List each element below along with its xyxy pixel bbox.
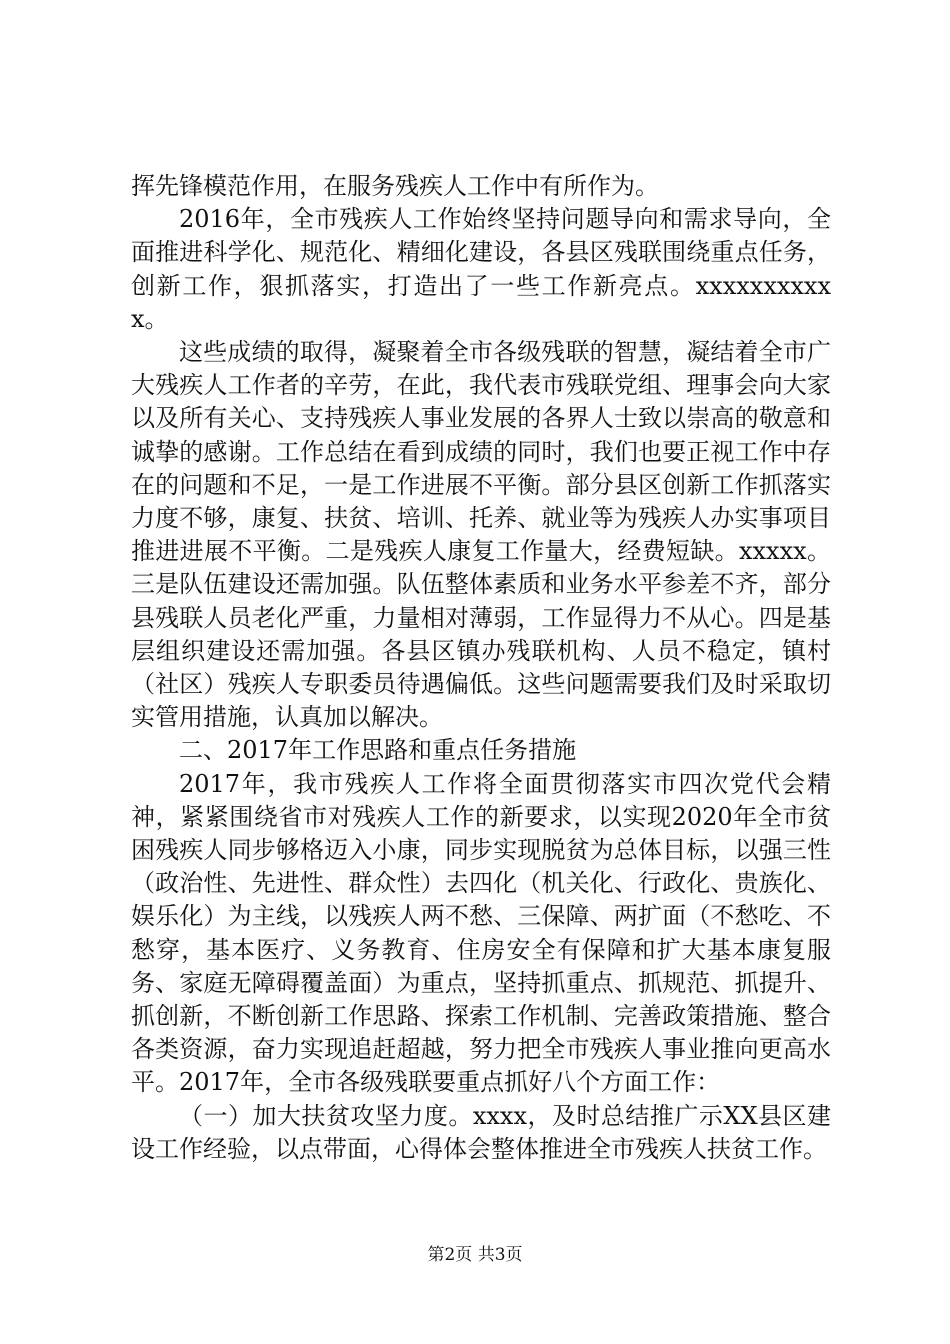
document-body xyxy=(131,170,831,1166)
paragraph-2017-plan: 2017年，我市残疾人工作将全面贯彻落实市四次党代会精神，紧紧围绕省市对残疾人工作的新要求，以实现2020年全市贫困残疾人同步够格迈入小康，同步实现脱贫为总体目标，以强三性（政治性、先进性、群众性）去四化（机关化、行政化、贵族化、娱乐化）为主线，以残疾人两不愁、三保障、两扩面（不愁吃、不愁穿，基本医疗、义务教育、住房安全有保障和扩大基本康复服务、家庭无障碍覆盖面）为重点，坚持抓重点、抓规范、抓提升、抓创新，不断创新工作思路、探索工作机制、完善政策措施、整合各类资源，奋力实现追赶超越，努力把全市残疾人事业推向更高水平。2017年，全市各级残联要重点抓好八个方面工作： xyxy=(131,769,831,1097)
paragraph-achievements-problems: 这些成绩的取得，凝聚着全市各级残联的智慧，凝结着全市广大残疾人工作者的辛劳，在此，我代表市残联党组、理事会向大家以及所有关心、支持残疾人事业发展的各界人士致以崇高的敬意和诚挚的感谢。工作总结在看到成绩的同时，我们也要正视工作中存在的问题和不足，一是工作进展不平衡。部分县区创新工作抓落实力度不够，康复、扶贫、培训、托养、就业等为残疾人办实事项目推进进展不平衡。二是残疾人康复工作量大，经费短缺。xxxxx。三是队伍建设还需加强。队伍整体素质和业务水平参差不齐，部分县残联人员老化严重，力量相对薄弱，工作显得力不从心。四是基层组织建设还需加强。各县区镇办残联机构、人员不稳定，镇村（社区）残疾人专职委员待遇偏低。这些问题需要我们及时采取切实管用措施，认真加以解决。 xyxy=(131,338,831,732)
paragraph-poverty-alleviation: （一）加大扶贫攻坚力度。xxxx，及时总结推广示XX县区建设工作经验，以点带面，心得体会整体推进全市残疾人扶贫工作。 xyxy=(131,1101,831,1163)
page-number-footer: 第2页 共3页 xyxy=(427,1245,523,1265)
paragraph-continuation: 挥先锋模范作用，在服务残疾人工作中有所作为。 xyxy=(131,172,659,200)
section-heading-2017: 二、2017年工作思路和重点任务措施 xyxy=(179,736,577,765)
paragraph-2016-summary: 2016年，全市残疾人工作始终坚持问题导向和需求导向，全面推进科学化、规范化、精细化建设，各县区残联围绕重点任务，创新工作，狠抓落实，打造出了一些工作新亮点。xxxxxxxxxxx。 xyxy=(131,205,831,333)
